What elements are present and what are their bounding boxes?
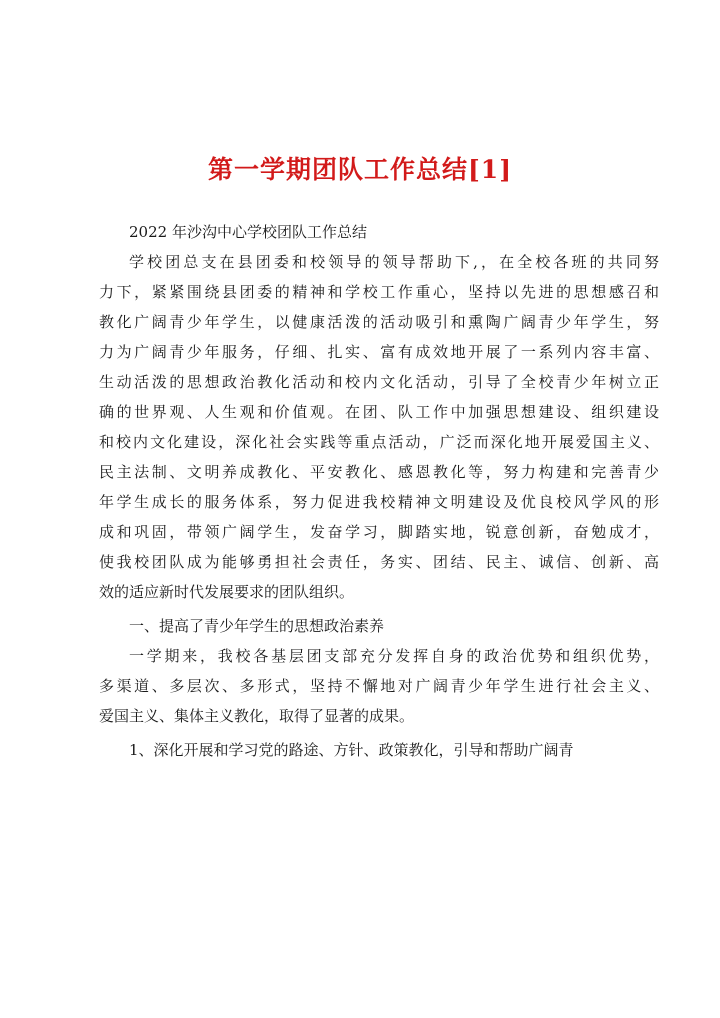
paragraph-line: 生动活泼的思想政治教化活动和校内文化活动，引导了全校青少年树立正	[99, 373, 659, 391]
paragraph-line: 力为广阔青少年服务，仔细、扎实、富有成效地开展了一系列内容丰富、	[99, 343, 659, 361]
paragraph-line: 年学生成长的服务体系，努力促进我校精神文明建设及优良校风学风的形	[99, 493, 659, 511]
paragraph-line: 成和巩固，带领广阔学生，发奋学习，脚踏实地，锐意创新，奋勉成才，	[99, 523, 659, 541]
paragraph-line: 爱国主义、集体主义教化，取得了显著的成果。	[99, 707, 415, 725]
document-title: 第一学期团队工作总结[1]	[207, 155, 513, 184]
paragraph-line: 民主法制、文明养成教化、平安教化、感恩教化等，努力构建和完善青少	[99, 463, 659, 481]
paragraph	[99, 247, 659, 607]
paragraph-line: 使我校团队成为能够勇担社会责任，务实、团结、民主、诚信、创新、高	[99, 553, 659, 571]
document-subtitle: 2022 年沙沟中心学校团队工作总结	[129, 223, 367, 241]
paragraph-line: 效的适应新时代发展要求的团队组织。	[99, 583, 355, 601]
paragraph-line: 学校团总支在县团委和校领导的领导帮助下,，在全校各班的共同努	[129, 253, 659, 271]
paragraph-line: 多渠道、多层次、多形式，坚持不懈地对广阔青少年学生进行社会主义、	[99, 677, 659, 695]
paragraph	[99, 611, 659, 641]
paragraph-line: 1、深化开展和学习党的路途、方针、政策教化，引导和帮助广阔青	[129, 741, 574, 759]
paragraph-line: 一学期来，我校各基层团支部充分发挥自身的政治优势和组织优势，	[129, 647, 659, 665]
paragraph-list	[99, 247, 659, 765]
paragraph-line: 力下，紧紧围绕县团委的精神和学校工作重心，坚持以先进的思想感召和	[99, 283, 659, 301]
paragraph-line: 确的世界观、人生观和价值观。在团、队工作中加强思想建设、组织建设	[99, 403, 659, 421]
paragraph	[99, 735, 659, 765]
paragraph	[99, 641, 659, 731]
paragraph-line: 一、提高了青少年学生的思想政治素养	[129, 617, 385, 635]
paragraph-line: 教化广阔青少年学生，以健康活泼的活动吸引和熏陶广阔青少年学生，努	[99, 313, 659, 331]
paragraph-line: 和校内文化建设，深化社会实践等重点活动，广泛而深化地开展爱国主义、	[99, 433, 659, 451]
document-body	[99, 217, 659, 765]
